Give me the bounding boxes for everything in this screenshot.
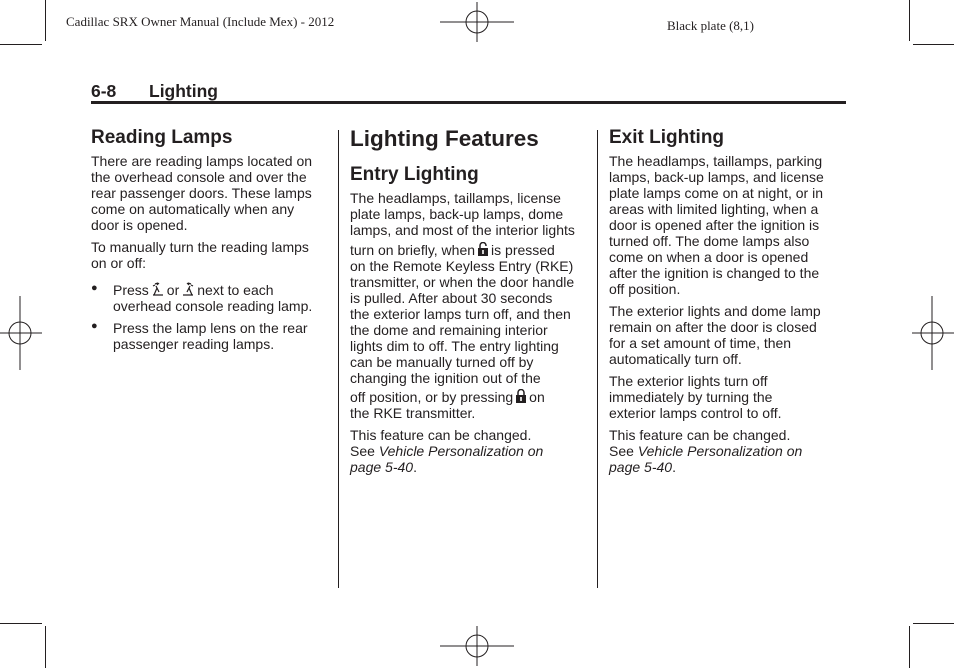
lock-icon: [515, 389, 527, 404]
paragraph-reading-lamps-intro: There are reading lamps located on the overhead console and over the rear passenger doors. These lamps come on automatically when any door is opened.: [91, 153, 313, 233]
heading-exit-lighting: Exit Lighting: [609, 127, 725, 148]
column-reading-lamps: [91, 127, 331, 352]
section-number: 6-8: [91, 81, 117, 101]
cross-reference-page[interactable]: page 5-40: [609, 459, 673, 475]
paragraph-entry-lighting: The headlamps, taillamps, license plate lamps, back-up lamps, dome lamps, and most of the interior lights turn on briefly, when is pressed on the Remote Keyless Entry (RKE) transmitter, or when the door handle is pulled. After about 30 seconds the exterior lamps turn off, and then the dome and remaining interior lights dim to off. The entry lighting can be manually turned off by changing the ignition out of the off position, or by pressing on the RKE transmitter.: [350, 190, 575, 421]
paragraph-exit-lighting: The headlamps, taillamps, parking lamps, back-up lamps, and license plate lamps come on at night, or in areas with limited lighting, when a door is opened after the ignition is turned off. The dome lamps also come on when a door is opened after the ignition is changed to the off position.: [609, 153, 824, 297]
registration-mark-bottom: [440, 626, 514, 666]
column-lighting-features: [350, 126, 590, 481]
paragraph-exit-timer: The exterior lights and dome lamp remain on after the door is closed for a set amount of time, then automatically turn off.: [609, 303, 821, 367]
unlock-icon: [477, 242, 489, 257]
heading-reading-lamps: Reading Lamps: [91, 127, 233, 148]
reading-lamp-right-icon: [181, 282, 195, 297]
plate-info-left: Cadillac SRX Owner Manual (Include Mex) - 2012: [66, 14, 335, 29]
bullet-press-lens: ● Press the lamp lens on the rear passenger reading lamps.: [91, 320, 308, 352]
bullet-dot: ●: [91, 320, 98, 332]
bullet-press-buttons: ● Press or next to each overhead console reading lamp.: [91, 282, 313, 314]
heading-entry-lighting: Entry Lighting: [350, 164, 479, 185]
column-divider-1: [338, 130, 339, 588]
registration-mark-top: [440, 2, 514, 42]
section-title: Lighting: [149, 81, 219, 101]
bullet-dot: ●: [91, 282, 98, 294]
cross-reference-link[interactable]: Vehicle Personalization on: [637, 443, 803, 459]
paragraph-exit-turn-off: The exterior lights turn off immediately by turning the exterior lamps control to off.: [609, 373, 782, 421]
cross-reference-page[interactable]: page 5-40: [350, 459, 414, 475]
paragraph-exit-personalization: This feature can be changed. See Vehicle Personalization on page 5-40.: [609, 427, 803, 475]
column-divider-2: [597, 130, 598, 588]
paragraph-manual-toggle: To manually turn the reading lamps on or off:: [91, 239, 309, 271]
cross-reference-link[interactable]: Vehicle Personalization on: [378, 443, 544, 459]
plate-info-right: Black plate (8,1): [667, 18, 754, 33]
heading-lighting-features: Lighting Features: [350, 126, 539, 151]
registration-mark-right: [912, 296, 954, 370]
registration-mark-left: [0, 296, 42, 370]
paragraph-entry-personalization: This feature can be changed. See Vehicle Personalization on page 5-40.: [350, 427, 544, 475]
column-exit-lighting: [609, 127, 849, 481]
reading-lamp-left-icon: [151, 282, 165, 297]
header-rule: [91, 101, 846, 104]
